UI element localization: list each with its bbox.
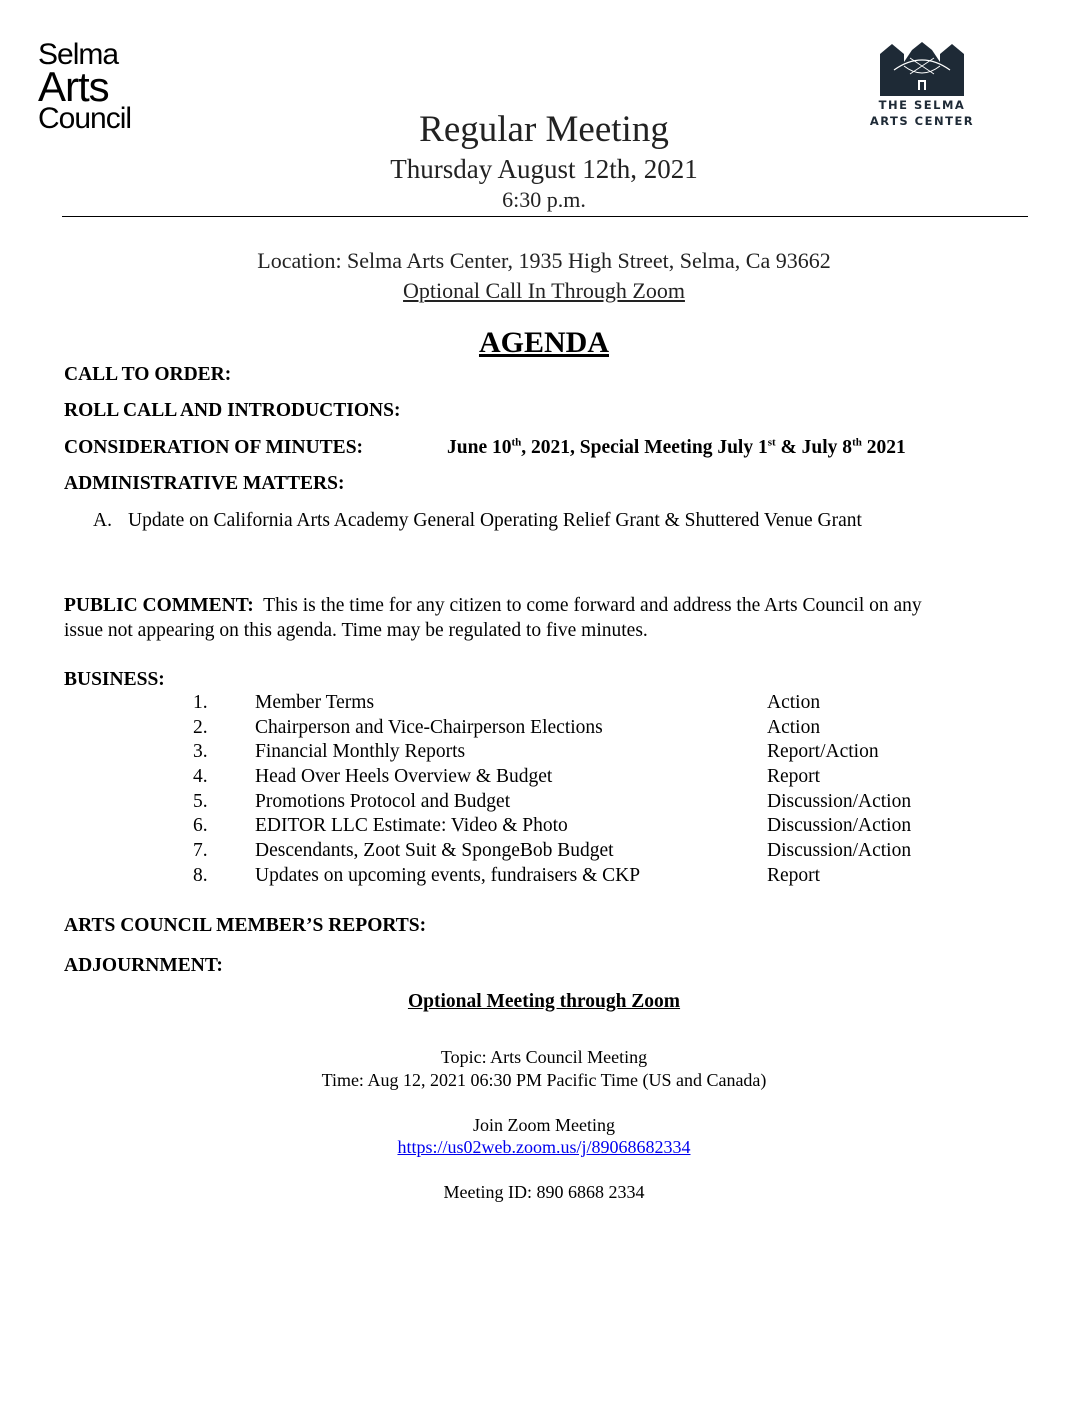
business-items-table xyxy=(193,692,911,890)
business-item-action: Action xyxy=(767,692,821,713)
logo-left-line3: Council xyxy=(38,102,132,135)
business-item-topic: Member Terms xyxy=(255,692,375,713)
business-item-row xyxy=(193,766,911,791)
business-item-topic: Chairperson and Vice-Chairperson Elections xyxy=(255,716,603,738)
header-divider xyxy=(62,216,1028,217)
agenda-heading: AGENDA xyxy=(478,326,609,359)
zoom-call-in-note: Optional Call In Through Zoom xyxy=(403,278,685,303)
admin-item-letter: A. xyxy=(93,510,112,531)
administrative-matters-heading: ADMINISTRATIVE MATTERS: xyxy=(64,473,345,494)
business-item-topic: Promotions Protocol and Budget xyxy=(255,790,511,812)
admin-item-text: Update on California Arts Academy General Operating Relief Grant & Shuttered Venue Grant xyxy=(128,510,862,531)
zoom-meeting-id: Meeting ID: 890 6868 2334 xyxy=(443,1182,645,1202)
business-item-num: 7. xyxy=(193,840,208,862)
business-item-num: 1. xyxy=(193,692,208,713)
business-item-row xyxy=(193,840,911,865)
business-item-num: 3. xyxy=(193,741,208,763)
minutes-heading: CONSIDERATION OF MINUTES: xyxy=(64,437,364,458)
business-item-num: 8. xyxy=(193,864,208,886)
public-comment-heading: PUBLIC COMMENT: xyxy=(64,595,254,616)
business-item-topic: EDITOR LLC Estimate: Video & Photo xyxy=(255,815,568,837)
zoom-meeting-link[interactable]: https://us02web.zoom.us/j/89068682334 xyxy=(397,1137,691,1157)
business-item-topic: Descendants, Zoot Suit & SpongeBob Budget xyxy=(255,840,614,862)
business-item-num: 4. xyxy=(193,766,208,788)
public-comment-text-line2: issue not appearing on this agenda. Time may be regulated to five minutes. xyxy=(64,620,648,641)
business-item-num: 6. xyxy=(193,815,208,837)
minutes-dates: June 10th, 2021, Special Meeting July 1st & July 8th 2021 xyxy=(447,436,906,458)
logo-right-line2: ARTS CENTER xyxy=(869,114,975,128)
business-item-row xyxy=(193,717,911,742)
business-item-row xyxy=(193,741,911,766)
business-item-topic: Financial Monthly Reports xyxy=(255,741,466,763)
member-reports-heading: ARTS COUNCIL MEMBER’S REPORTS: xyxy=(64,915,427,936)
business-item-action: Discussion/Action xyxy=(767,815,912,837)
zoom-topic: Topic: Arts Council Meeting xyxy=(440,1047,648,1067)
business-item-row xyxy=(193,865,911,890)
business-item-topic: Head Over Heels Overview & Budget xyxy=(255,766,553,788)
adjournment-heading: ADJOURNMENT: xyxy=(64,955,223,976)
roll-call-heading: ROLL CALL AND INTRODUCTIONS: xyxy=(64,400,401,421)
logo-left-line1: Selma xyxy=(38,38,119,71)
public-comment-text-line1: This is the time for any citizen to come forward and address the Arts Council on any xyxy=(263,595,922,616)
arts-center-building-icon xyxy=(880,40,964,96)
business-item-row xyxy=(193,692,911,717)
page-title: Regular Meeting xyxy=(419,109,669,150)
business-heading: BUSINESS: xyxy=(64,669,165,690)
business-item-action: Report xyxy=(767,864,821,886)
business-item-num: 5. xyxy=(193,790,208,812)
zoom-meeting-heading: Optional Meeting through Zoom xyxy=(407,991,681,1012)
call-to-order-heading: CALL TO ORDER: xyxy=(64,364,232,385)
business-item-action: Discussion/Action xyxy=(767,840,912,862)
logo-right-line1: THE SELMA xyxy=(878,98,966,112)
zoom-time: Time: Aug 12, 2021 06:30 PM Pacific Time (US and Canada) xyxy=(321,1070,767,1090)
business-item-row xyxy=(193,815,911,840)
business-item-action: Discussion/Action xyxy=(767,790,912,812)
business-item-action: Report xyxy=(767,766,821,788)
meeting-location: Location: Selma Arts Center, 1935 High Street, Selma, Ca 93662 xyxy=(257,248,831,273)
meeting-time: 6:30 p.m. xyxy=(502,187,586,212)
business-item-action: Action xyxy=(767,716,821,738)
business-item-topic: Updates on upcoming events, fundraisers & CKP xyxy=(255,864,641,886)
business-item-action: Report/Action xyxy=(767,741,879,763)
zoom-link-row xyxy=(0,1137,1088,1158)
meeting-date: Thursday August 12th, 2021 xyxy=(390,154,698,184)
zoom-join-label: Join Zoom Meeting xyxy=(473,1115,615,1135)
public-comment-paragraph xyxy=(64,595,1024,617)
business-item-row xyxy=(193,791,911,816)
business-item-num: 2. xyxy=(193,716,208,738)
logo-left-line2: Arts xyxy=(38,63,109,110)
